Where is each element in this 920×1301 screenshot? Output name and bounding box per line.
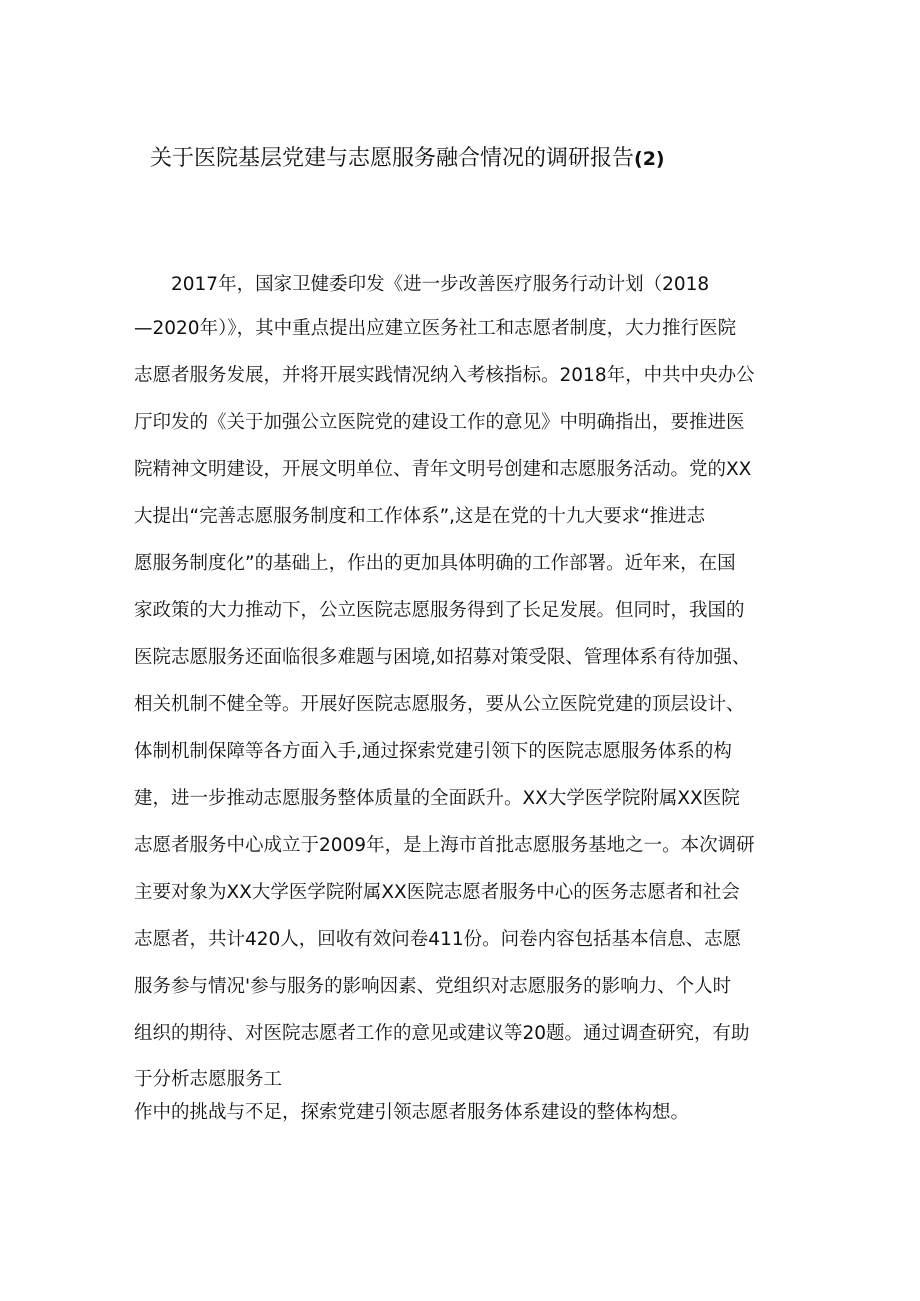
paragraph-line: 主要对象为XX大学医学院附属XX医院志愿者服务中心的医务志愿者和社会 [134,882,740,903]
paragraph-line: 相关机制不健全等。开展好医院志愿服务，要从公立医院党建的顶层设计、 [134,694,745,715]
paragraph-line: —2020年）》，其中重点提出应建立医务社工和志愿者制度，大力推行医院 [134,318,737,339]
paragraph-line: 组织的期待、对医院志愿者工作的意见或建议等20题。通过调查研究，有助 [134,1023,750,1044]
title-number: (2) [634,148,665,170]
paragraph-line: 志愿者服务中心成立于2009年，是上海市首批志愿服务基地之一。本次调研 [134,835,755,856]
paragraph-line: 体制机制保障等各方面入手,通过探索党建引领下的医院志愿服务体系的构 [134,741,732,762]
paragraph-line: 服务参与情况'参与服务的影响因素、党组织对志愿服务的影响力、个人时 [134,976,732,997]
paragraph-line: 家政策的大力推动下，公立医院志愿服务得到了长足发展。但同时，我国的 [134,600,745,621]
paragraph-line: 建，进一步推动志愿服务整体质量的全面跃升。XX大学医学院附属XX医院 [134,788,740,809]
paragraph-line: 志愿者服务发展，并将开展实践情况纳入考核指标。2018年，中共中央办公 [134,365,755,386]
title-text: 关于医院基层党建与志愿服务融合情况的调研报告 [150,146,635,171]
paragraph-line: 2017年，国家卫健委印发《进一步改善医疗服务行动计划（2018 [134,274,710,295]
paragraph-line: 医院志愿服务还面临很多难题与困境,如招募对策受限、管理体系有待加强、 [134,647,751,668]
paragraph-line: 于分析志愿服务工 [134,1069,283,1090]
paragraph-line: 愿服务制度化”的基础上，作出的更加具体明确的工作部署。近年来，在国 [134,553,736,574]
paragraph-line: 作中的挑战与不足，探索党建引领志愿者服务体系建设的整体构想。 [134,1102,690,1123]
document-title [150,143,665,175]
paragraph-line: 大提出“完善志愿服务制度和工作体系”,这是在党的十九大要求“推进志 [134,506,706,527]
paragraph-line: 院精神文明建设，开展文明单位、青年文明号创建和志愿服务活动。党的XX [134,459,752,480]
paragraph-line: 厅印发的《关于加强公立医院党的建设工作的意见》中明确指出，要推进医 [134,412,745,433]
paragraph-line: 志愿者，共计420人，回收有效问卷411份。问卷内容包括基本信息、志愿 [134,929,742,950]
